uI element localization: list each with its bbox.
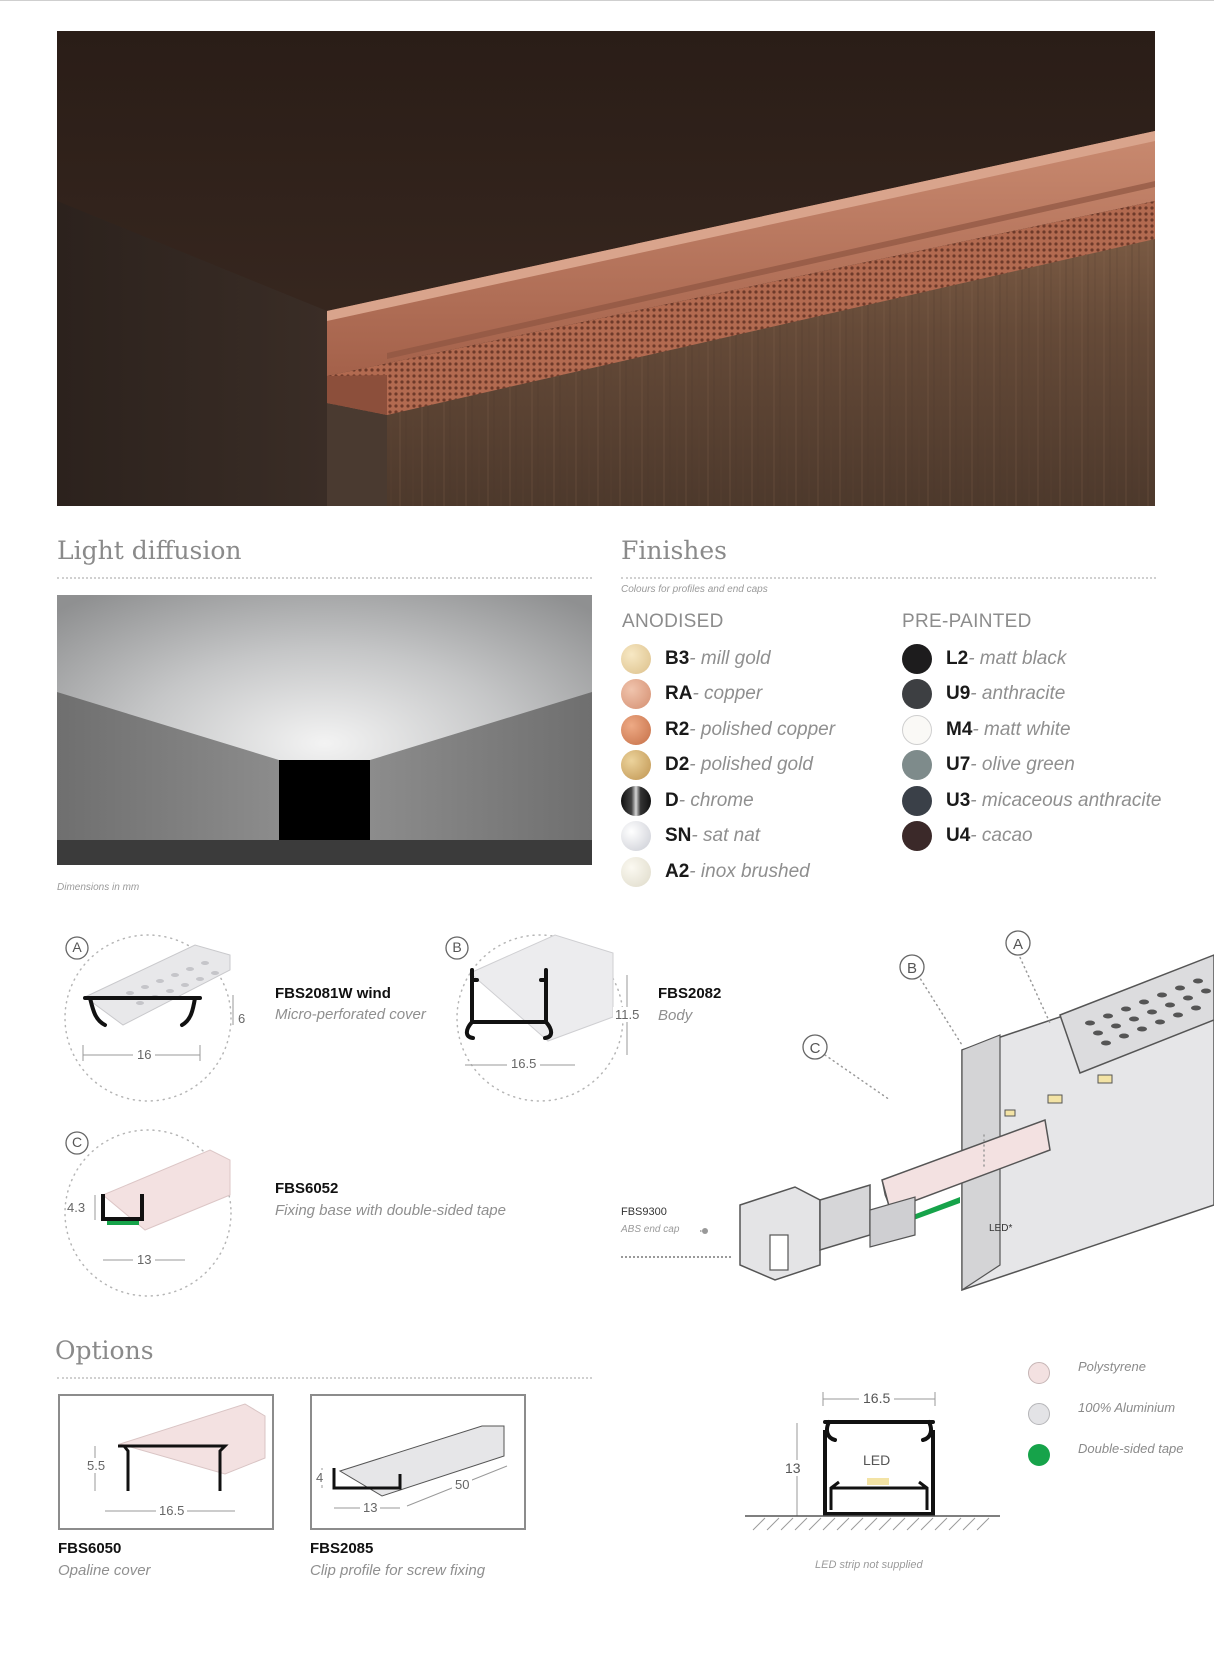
finish-name: - mill gold <box>689 647 771 669</box>
dim-height: 11.5 <box>615 1007 640 1022</box>
finish-code: L2 <box>946 647 969 669</box>
finish-name: - micaceous anthracite <box>970 789 1162 811</box>
profile-b-drawing <box>435 925 650 1105</box>
swatch-copper <box>621 679 651 709</box>
swatch-inox-brushed <box>621 857 651 887</box>
legend-label: 100% Aluminium <box>1078 1400 1176 1415</box>
light-diffusion-rule <box>57 577 592 579</box>
anodised-heading: ANODISED <box>622 611 724 632</box>
section-drawing <box>745 1390 1005 1560</box>
swatch-micaceous-anthracite <box>902 786 932 816</box>
led-strip-note: LED strip not supplied <box>815 1559 923 1571</box>
finish-name: - polished gold <box>689 754 813 776</box>
profile-c-drawing <box>55 1120 265 1300</box>
assembly-drawing <box>700 905 1214 1335</box>
swatch-polished-gold <box>621 750 651 780</box>
finishes-rule <box>621 577 1156 579</box>
finish-item <box>621 712 835 748</box>
swatch-cacao <box>902 821 932 851</box>
dim-width: 13 <box>133 1252 155 1267</box>
dim-height: 5.5 <box>87 1458 106 1473</box>
marker-a: A <box>1012 936 1023 953</box>
profile-a-code: FBS2081W wind <box>275 985 391 1002</box>
dim-width: 16.5 <box>507 1056 540 1071</box>
endcap-code: FBS9300 <box>621 1206 667 1218</box>
marker-b: B <box>452 939 462 955</box>
dim-width: 16.5 <box>859 1390 894 1406</box>
prepainted-heading: PRE-PAINTED <box>902 611 1032 632</box>
finish-code: U7 <box>946 754 971 776</box>
finish-name: - copper <box>692 683 763 705</box>
prepainted-list <box>902 641 1161 854</box>
swatch-olive-green <box>902 750 932 780</box>
option-clip-drawing <box>310 1394 526 1530</box>
finish-item <box>902 819 1161 855</box>
profile-c-desc: Fixing base with double-sided tape <box>275 1202 506 1219</box>
endcap-leader <box>621 1256 731 1258</box>
dim-height: 13 <box>785 1460 801 1476</box>
swatch-chrome <box>621 786 651 816</box>
profile-c-code: FBS6052 <box>275 1180 339 1197</box>
tape-dot <box>1028 1444 1050 1466</box>
anodised-list <box>621 641 835 890</box>
finish-code: SN <box>665 825 692 847</box>
finish-name: - sat nat <box>691 825 761 847</box>
marker-c: C <box>809 1040 821 1057</box>
option-opaline-desc: Opaline cover <box>58 1562 151 1579</box>
finish-name: - inox brushed <box>689 860 810 882</box>
profile-a-drawing <box>55 925 265 1105</box>
finish-code: U4 <box>946 825 971 847</box>
light-diffusion-diagram <box>57 595 592 865</box>
marker-c: C <box>71 1134 83 1150</box>
finish-name: - chrome <box>678 789 754 811</box>
endcap-desc: ABS end cap <box>621 1224 680 1235</box>
option-opaline-drawing <box>58 1394 274 1530</box>
aluminium-dot <box>1028 1403 1050 1425</box>
finish-name: - anthracite <box>970 683 1066 705</box>
dim-height: 4 <box>316 1470 324 1485</box>
finish-item <box>902 748 1161 784</box>
dim-length: 50 <box>452 1477 472 1492</box>
dim-width: 16 <box>133 1047 155 1062</box>
led-label: LED* <box>989 1223 1013 1234</box>
finish-code: RA <box>665 683 693 705</box>
hero-photo <box>57 31 1155 506</box>
option-clip-desc: Clip profile for screw fixing <box>310 1562 486 1579</box>
profile-b-desc: Body <box>658 1007 693 1024</box>
finish-item <box>902 677 1161 713</box>
finishes-title: Finishes <box>621 536 727 565</box>
finish-code: R2 <box>665 718 690 740</box>
legend-label: Double-sided tape <box>1078 1441 1184 1456</box>
finish-name: - matt black <box>968 647 1067 669</box>
option-clip-code: FBS2085 <box>310 1540 374 1557</box>
finish-item <box>621 783 835 819</box>
finish-code: U3 <box>946 789 971 811</box>
dim-width: 13 <box>360 1500 380 1515</box>
swatch-mill-gold <box>621 644 651 674</box>
finish-code: D <box>665 789 679 811</box>
finish-item <box>621 819 835 855</box>
finish-item <box>621 641 835 677</box>
dim-width: 16.5 <box>156 1503 187 1518</box>
swatch-anthracite <box>902 679 932 709</box>
dim-height: 6 <box>238 1011 246 1026</box>
options-rule <box>57 1377 592 1379</box>
finish-item <box>902 712 1161 748</box>
finish-item <box>902 641 1161 677</box>
finish-code: A2 <box>665 860 690 882</box>
profile-b-code: FBS2082 <box>658 985 722 1002</box>
dim-height: 4.3 <box>67 1200 86 1215</box>
finish-item <box>621 748 835 784</box>
finish-name: - polished copper <box>689 718 836 740</box>
finish-name: - olive green <box>970 754 1075 776</box>
top-rule <box>0 0 1214 1</box>
marker-a: A <box>72 939 82 955</box>
legend-label: Polystyrene <box>1078 1359 1146 1374</box>
finish-name: - cacao <box>970 825 1033 847</box>
finish-code: M4 <box>946 718 973 740</box>
finish-code: B3 <box>665 647 690 669</box>
option-opaline-code: FBS6050 <box>58 1540 122 1557</box>
light-diffusion-title: Light diffusion <box>57 536 242 565</box>
dimensions-note: Dimensions in mm <box>57 882 140 893</box>
marker-b: B <box>906 960 917 977</box>
finish-code: D2 <box>665 754 690 776</box>
profile-a-desc: Micro-perforated cover <box>275 1006 426 1023</box>
finish-item <box>621 854 835 890</box>
finish-item <box>902 783 1161 819</box>
options-title: Options <box>55 1336 154 1365</box>
swatch-matt-white <box>902 715 932 745</box>
finish-item <box>621 677 835 713</box>
led-label: LED <box>863 1452 891 1468</box>
finishes-subtitle: Colours for profiles and end caps <box>621 584 768 595</box>
legend <box>1028 1357 1214 1483</box>
swatch-matt-black <box>902 644 932 674</box>
finish-name: - matt white <box>972 718 1071 740</box>
finish-code: U9 <box>946 683 971 705</box>
swatch-sat-nat <box>621 821 651 851</box>
swatch-polished-copper <box>621 715 651 745</box>
polystyrene-dot <box>1028 1362 1050 1384</box>
